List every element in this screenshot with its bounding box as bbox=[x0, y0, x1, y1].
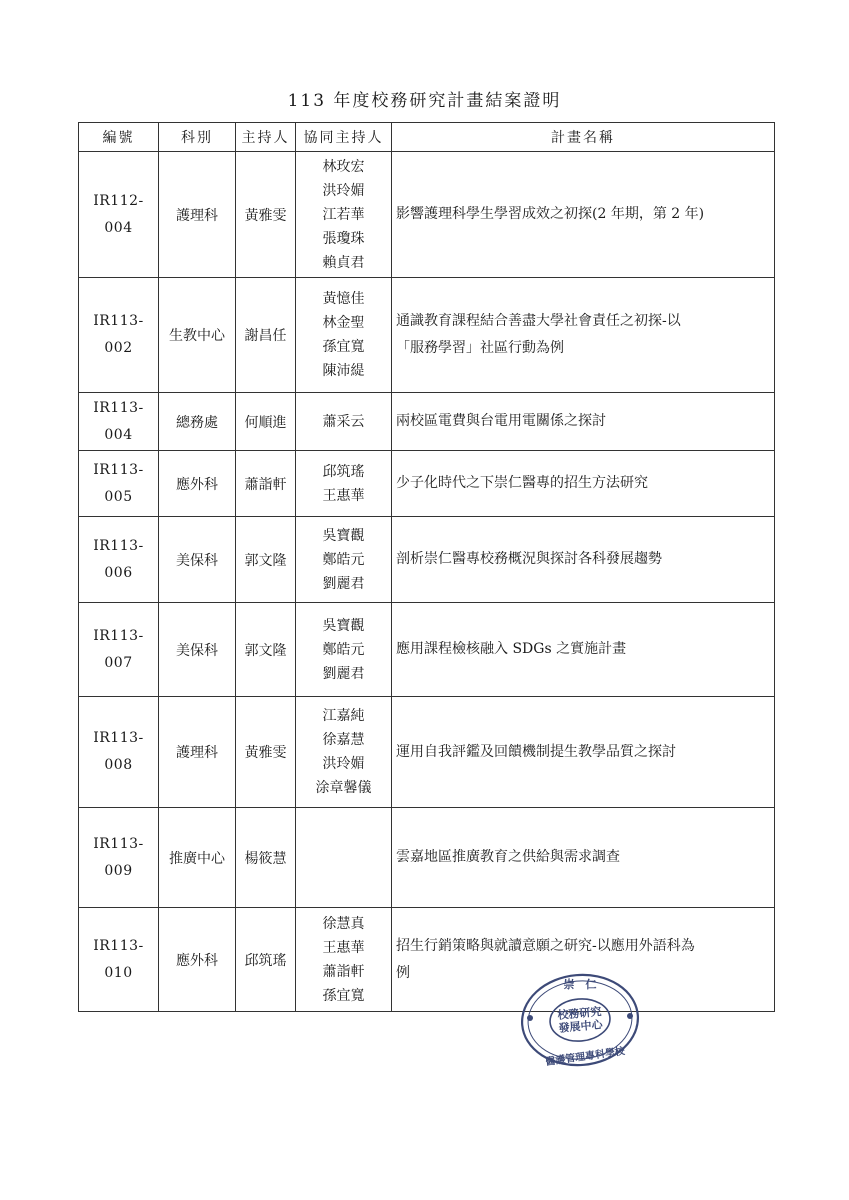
code-line: IR113- bbox=[93, 937, 144, 954]
table-header-row bbox=[79, 123, 775, 152]
cell-co-pi bbox=[296, 697, 392, 808]
table-row bbox=[79, 278, 775, 393]
code-line: IR113- bbox=[93, 730, 144, 746]
cell-project-name bbox=[392, 517, 775, 603]
co-pi-name: 邱筑瑤 bbox=[322, 463, 365, 480]
table-row bbox=[79, 393, 775, 451]
table-row bbox=[79, 451, 775, 517]
cell-code bbox=[79, 152, 159, 278]
project-name-line: 少子化時代之下崇仁醫專的招生方法研究 bbox=[396, 475, 648, 491]
header-dept: 科別 bbox=[159, 123, 236, 152]
project-table bbox=[78, 122, 775, 1012]
cell-project-name bbox=[392, 603, 775, 697]
cell-dept: 生教中心 bbox=[159, 278, 236, 393]
co-pi-name: 黃憶佳 bbox=[322, 291, 365, 307]
co-pi-name: 張瓊珠 bbox=[322, 230, 365, 247]
code-line: IR113- bbox=[93, 537, 144, 554]
cell-code bbox=[79, 603, 159, 697]
code-line: 004 bbox=[104, 219, 133, 236]
cell-pi: 蕭詣軒 bbox=[236, 451, 296, 517]
cell-code bbox=[79, 451, 159, 517]
table-row bbox=[79, 908, 775, 1012]
cell-dept: 美保科 bbox=[159, 517, 236, 603]
co-pi-name: 洪玲媚 bbox=[322, 756, 365, 772]
cell-pi: 黃雅雯 bbox=[236, 152, 296, 278]
table-row bbox=[79, 808, 775, 908]
cell-pi: 郭文隆 bbox=[236, 603, 296, 697]
co-pi-name: 賴貞君 bbox=[322, 254, 365, 271]
cell-co-pi bbox=[296, 152, 392, 278]
cell-pi: 謝昌任 bbox=[236, 278, 296, 393]
co-pi-name: 涂章馨儀 bbox=[315, 780, 372, 796]
co-pi-name: 江嘉純 bbox=[322, 708, 365, 724]
table-row bbox=[79, 697, 775, 808]
project-name-line: 例 bbox=[396, 964, 410, 981]
cell-dept: 應外科 bbox=[159, 451, 236, 517]
cell-pi: 黃雅雯 bbox=[236, 697, 296, 808]
co-pi-name: 孫宜寬 bbox=[322, 339, 365, 355]
project-name-line: 兩校區電費與台電用電關係之探討 bbox=[396, 413, 606, 429]
cell-pi: 邱筑瑤 bbox=[236, 908, 296, 1012]
co-pi-name: 吳寶觀 bbox=[322, 527, 365, 544]
cell-code bbox=[79, 697, 159, 808]
seal-stamp bbox=[518, 970, 642, 1070]
code-line: 009 bbox=[104, 862, 133, 879]
cell-pi: 楊筱慧 bbox=[236, 808, 296, 908]
co-pi-name: 蕭詣軒 bbox=[322, 963, 365, 980]
co-pi-name: 吳寶觀 bbox=[322, 617, 365, 634]
cell-code bbox=[79, 808, 159, 908]
stamp-text: 校務研究 bbox=[556, 1005, 602, 1022]
co-pi-name: 蕭采云 bbox=[322, 413, 365, 430]
co-pi-name: 林玫宏 bbox=[322, 158, 365, 175]
co-pi-name: 鄭皓元 bbox=[322, 551, 365, 568]
header-project-name: 計畫名稱 bbox=[392, 123, 775, 152]
co-pi-name: 洪玲媚 bbox=[322, 182, 365, 199]
cell-co-pi bbox=[296, 808, 392, 908]
cell-dept: 應外科 bbox=[159, 908, 236, 1012]
cell-co-pi bbox=[296, 517, 392, 603]
code-line: IR112- bbox=[93, 192, 144, 209]
code-line: IR113- bbox=[93, 313, 144, 329]
table-row bbox=[79, 603, 775, 697]
co-pi-name: 劉麗君 bbox=[322, 665, 365, 682]
cell-co-pi bbox=[296, 908, 392, 1012]
cell-co-pi bbox=[296, 278, 392, 393]
project-name-line: 影響護理科學生學習成效之初探(2 年期，第 2 年) bbox=[396, 206, 705, 222]
cell-code bbox=[79, 393, 159, 451]
cell-co-pi bbox=[296, 393, 392, 451]
code-line: IR113- bbox=[93, 461, 144, 478]
cell-project-name bbox=[392, 152, 775, 278]
code-line: 004 bbox=[104, 426, 133, 443]
code-line: 006 bbox=[104, 564, 133, 581]
code-line: IR113- bbox=[93, 399, 144, 416]
co-pi-name: 王惠華 bbox=[322, 487, 365, 504]
header-code: 編號 bbox=[79, 123, 159, 152]
code-line: IR113- bbox=[93, 627, 144, 644]
co-pi-name: 徐嘉慧 bbox=[322, 732, 365, 748]
code-line: 010 bbox=[104, 964, 133, 981]
cell-pi: 郭文隆 bbox=[236, 517, 296, 603]
stamp-text: 醫護管理專科學校 bbox=[544, 1046, 626, 1069]
header-co-pi: 協同主持人 bbox=[296, 123, 392, 152]
cell-code bbox=[79, 278, 159, 393]
co-pi-name: 江若華 bbox=[322, 206, 365, 223]
cell-co-pi bbox=[296, 451, 392, 517]
co-pi-name: 徐慧真 bbox=[322, 915, 365, 932]
cell-co-pi bbox=[296, 603, 392, 697]
cell-pi: 何順進 bbox=[236, 393, 296, 451]
code-line: 002 bbox=[104, 340, 133, 356]
table-body bbox=[79, 152, 775, 1012]
project-name-line: 運用自我評鑑及回饋機制提生教學品質之探討 bbox=[396, 743, 676, 760]
project-name-line: 「服務學習」社區行動為例 bbox=[396, 340, 564, 356]
cell-dept: 推廣中心 bbox=[159, 808, 236, 908]
cell-project-name bbox=[392, 697, 775, 808]
co-pi-name: 劉麗君 bbox=[322, 575, 365, 592]
project-name-line: 剖析崇仁醫專校務概況與探討各科發展趨勢 bbox=[396, 551, 662, 567]
co-pi-name: 陳沛緹 bbox=[322, 363, 365, 379]
project-name-line: 應用課程檢核融入 SDGs 之實施計畫 bbox=[396, 641, 627, 657]
code-line: 005 bbox=[104, 488, 133, 505]
stamp-text: 發展中心 bbox=[558, 1018, 604, 1035]
cell-dept: 護理科 bbox=[159, 697, 236, 808]
project-name-line: 雲嘉地區推廣教育之供給與需求調查 bbox=[396, 849, 620, 865]
header-pi: 主持人 bbox=[236, 123, 296, 152]
stamp-text: 崇 仁 bbox=[563, 978, 597, 991]
code-line: 007 bbox=[104, 654, 133, 671]
cell-project-name bbox=[392, 278, 775, 393]
page-title: 113 年度校務研究計畫結案證明 bbox=[287, 91, 562, 111]
code-line: IR113- bbox=[93, 835, 144, 852]
cell-project-name bbox=[392, 451, 775, 517]
cell-project-name bbox=[392, 808, 775, 908]
co-pi-name: 孫宜寬 bbox=[322, 987, 365, 1004]
cell-code bbox=[79, 908, 159, 1012]
project-name-line: 通識教育課程結合善盡大學社會責任之初探-以 bbox=[396, 313, 681, 329]
co-pi-name: 鄭皓元 bbox=[322, 641, 365, 658]
cell-project-name bbox=[392, 393, 775, 451]
table-row bbox=[79, 517, 775, 603]
cell-dept: 總務處 bbox=[159, 393, 236, 451]
co-pi-name: 林金聖 bbox=[322, 315, 365, 331]
cell-dept: 護理科 bbox=[159, 152, 236, 278]
cell-code bbox=[79, 517, 159, 603]
project-name-line: 招生行銷策略與就讀意願之研究-以應用外語科為 bbox=[396, 937, 695, 954]
cell-dept: 美保科 bbox=[159, 603, 236, 697]
co-pi-name: 王惠華 bbox=[322, 939, 365, 956]
table-row bbox=[79, 152, 775, 278]
code-line: 008 bbox=[104, 757, 133, 773]
